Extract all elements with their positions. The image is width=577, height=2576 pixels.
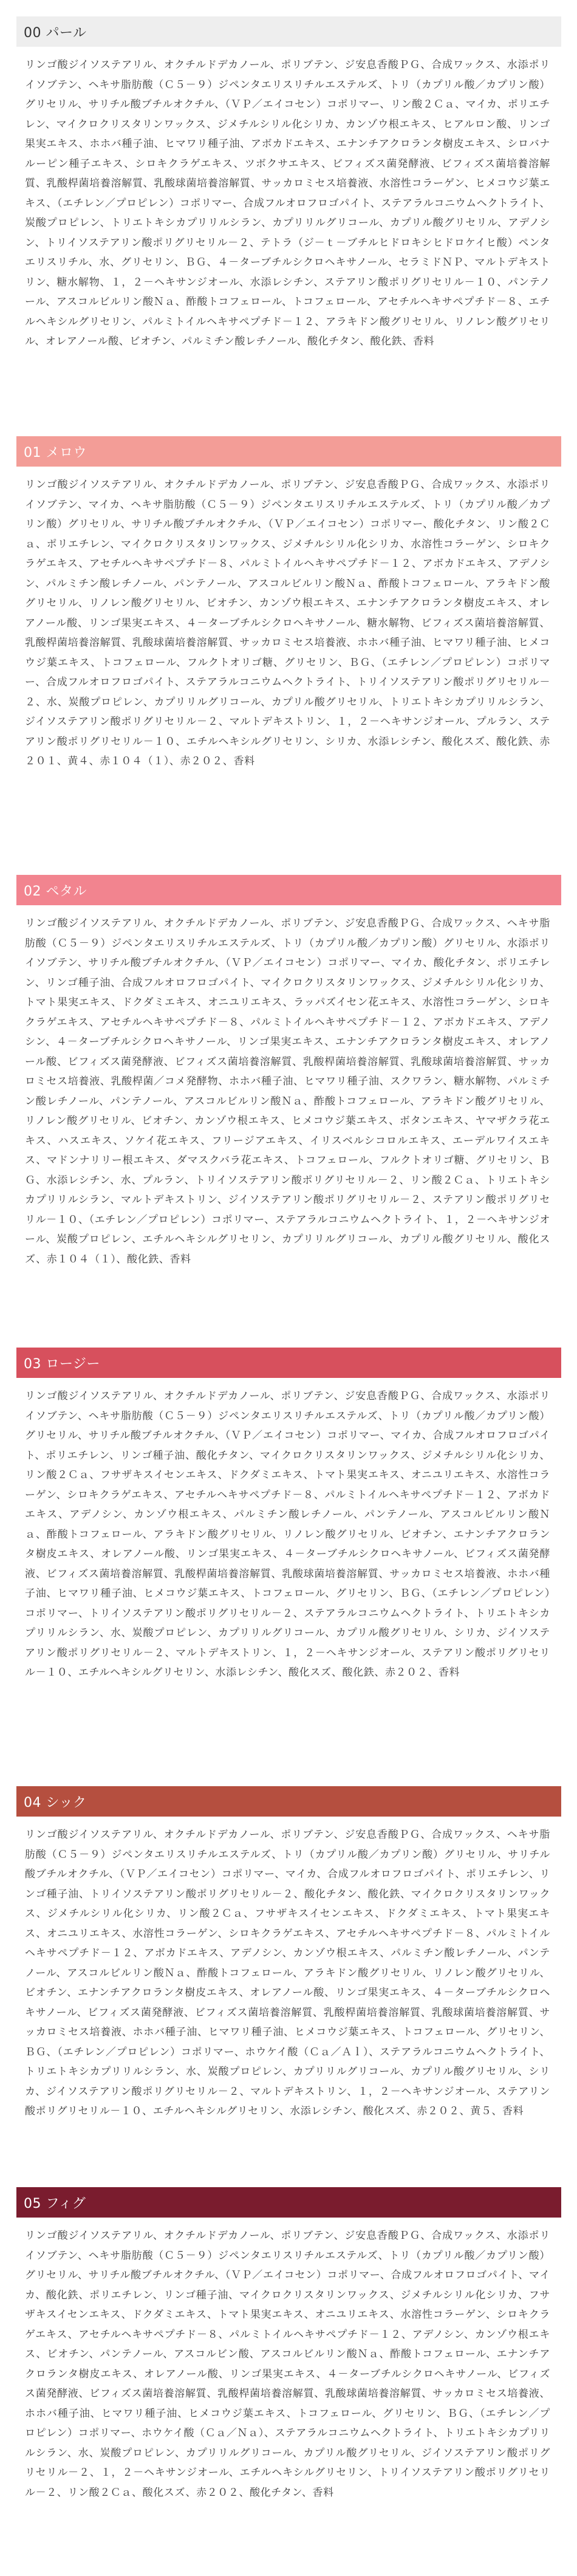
section-title: 00 パール (24, 25, 87, 41)
section-header (16, 2187, 561, 2218)
ingredient-list: リンゴ酸ジイソステアリル、オクチルドデカノール、ポリブテン、ジ安息香酸ＰＧ、合成ワックス、水添ポリイソブテン、マイカ、ヘキサ脂肪酸（Ｃ５－９）ジペンタエリスリチルエステルズ、トリ（カプリル酸／カプリン酸）グリセリル、サリチル酸ブチルオクチル、（ＶＰ／エイコセン）コポリマー、酸化チタン、リン酸２Ｃａ、ポリエチレン、マイクロクリスタリンワックス、ジメチルシリル化シリカ、水溶性コラーゲン、シロキクラゲエキス、アセチルヘキサペプチド－８、パルミトイルヘキサペプチド－１２、アボカドエキス、アデノシン、パルミチン酸レチノール、パンテノール、アスコルビルリン酸Ｎａ、酢酸トコフェロール、アラキドン酸グリセリル、リノレン酸グリセリル、ビオチン、カンゾウ根エキス、エナンチアクロランタ樹皮エキス、オレアノール酸、リンゴ果実エキス、４－ターブチルシクロヘキサノール、糖水解物、ビフィズス菌培養溶解質、乳酸桿菌培養溶解質、乳酸球菌培養溶解質、サッカロミセス培養液、ホホバ種子油、ヒマワリ種子油、ヒメコウジ葉エキス、トコフェロール、フルクトオリゴ糖、グリセリン、ＢＧ、（エチレン／プロピレン）コポリマー、合成フルオロフロゴパイト、ステアラルコニウムヘクトライト、トリイソステアリン酸ポリグリセリル－２、水、炭酸プロピレン、カプリリルグリコール、カプリル酸グリセリル、トリエトキシカプリリルシラン、ジイソステアリン酸ポリグリセリル－２、マルトデキストリン、１，２－ヘキサンジオール、プルラン、ステアリン酸ポリグリセリル－１０、エチルヘキシルグリセリン、シリカ、水添レシチン、酸化スズ、酸化鉄、赤２０１、黄４、赤１０４（１）、赤２０２、香料 (25, 479, 550, 767)
section-header (16, 875, 561, 905)
section-01-mellow (16, 436, 561, 772)
section-header (16, 436, 561, 467)
section-title: 03 ロージー (24, 1356, 101, 1372)
section-title: 02 ペタル (24, 883, 87, 899)
ingredient-list: リンゴ酸ジイソステアリル、オクチルドデカノール、ポリブテン、ジ安息香酸ＰＧ、合成ワックス、ヘキサ脂肪酸（Ｃ５－９）ジペンタエリスリチルエステルズ、トリ（カプリル酸／カプリン酸）グリセリル、水添ポリイソブテン、サリチル酸ブチルオクチル、（ＶＰ／エイコセン）コポリマー、マイカ、酸化チタン、ポリエチレン、リンゴ種子油、合成フルオロフロゴパイト、マイクロクリスタリンワックス、ジメチルシリル化シリカ、トマト果実エキス、ドクダミエキス、オニユリエキス、ラッパズイセン花エキス、水溶性コラーゲン、シロキクラゲエキス、アセチルヘキサペプチド－８、パルミトイルヘキサペプチド－１２、アボカドエキス、アデノシン、４－ターブチルシクロヘキサノール、リンゴ果実エキス、エナンチアクロランタ樹皮エキス、オレアノール酸、ビフィズス菌発酵液、ビフィズス菌培養溶解質、乳酸桿菌培養溶解質、乳酸球菌培養溶解質、サッカロミセス培養液、乳酸桿菌／コメ発酵物、ホホバ種子油、ヒマワリ種子油、スクワラン、糖水解物、パルミチン酸レチノール、パンテノール、アスコルビルリン酸Ｎａ、酢酸トコフェロール、アラキドン酸グリセリル、リノレン酸グリセリル、ビオチン、カンゾウ根エキス、ヒメコウジ葉エキス、ボタンエキス、ヤマザクラ花エキス、ハスエキス、ソケイ花エキス、フリージアエキス、イリスベルシコロルエキス、エーデルワイスエキス、マドンナリリー根エキス、ダマスクバラ花エキス、トコフェロール、フルクトオリゴ糖、グリセリン、ＢＧ、水添レシチン、水、プルラン、トリイソステアリン酸ポリグリセリル－２、リン酸２Ｃａ、トリエトキシカプリリルシラン、マルトデキストリン、ジイソステアリン酸ポリグリセリル－２、ステアリン酸ポリグリセリル－１０、（エチレン／プロピレン）コポリマー、ステアラルコニウムヘクトライト、１，２－ヘキサンジオール、炭酸プロピレン、エチルヘキシルグリセリン、カプリリルグリコール、カプリル酸グリセリル、酸化スズ、赤１０４（１）、酸化鉄、香料 (25, 917, 550, 1266)
section-title: 01 メロウ (24, 445, 87, 461)
section-title: 05 フィグ (24, 2196, 86, 2211)
section-header (16, 1786, 561, 1817)
ingredient-list: リンゴ酸ジイソステアリル、オクチルドデカノール、ポリブテン、ジ安息香酸ＰＧ、合成ワックス、水添ポリイソブテン、ヘキサ脂肪酸（Ｃ５－９）ジペンタエリスリチルエステルズ、トリ（カプリル酸／カプリン酸）グリセリル、サリチル酸ブチルオクチル、（ＶＰ／エイコセン）コポリマー、マイカ、合成フルオロフロゴパイト、ポリエチレン、リンゴ種子油、酸化チタン、マイクロクリスタリンワックス、ジメチルシリル化シリカ、リン酸２Ｃａ、フサザキスイセンエキス、ドクダミエキス、トマト果実エキス、オニユリエキス、水溶性コラーゲン、シロキクラゲエキス、アセチルヘキサペプチド－８、パルミトイルヘキサペプチド－１２、アボカドエキス、アデノシン、カンゾウ根エキス、パルミチン酸レチノール、パンテノール、アスコルビルリン酸Ｎａ、酢酸トコフェロール、アラキドン酸グリセリル、リノレン酸グリセリル、ビオチン、エナンチアクロランタ樹皮エキス、オレアノール酸、リンゴ果実エキス、４－ターブチルシクロヘキサノール、ビフィズス菌発酵液、ビフィズス菌培養溶解質、乳酸桿菌培養溶解質、乳酸球菌培養溶解質、サッカロミセス培養液、ホホバ種子油、ヒマワリ種子油、ヒメコウジ葉エキス、トコフェロール、グリセリン、ＢＧ、（エチレン／プロピレン）コポリマー、トリイソステアリン酸ポリグリセリル－２、ステアラルコニウムヘクトライト、トリエトキシカプリリルシラン、水、炭酸プロピレン、カプリリルグリコール、カプリル酸グリセリル、シリカ、ジイソステアリン酸ポリグリセリル－２、マルトデキストリン、１，２－ヘキサンジオール、ステアリン酸ポリグリセリル－１０、エチルヘキシルグリセリン、水添レシチン、酸化スズ、酸化鉄、赤２０２、香料 (25, 1390, 550, 1679)
section-title: 04 シック (24, 1795, 87, 1810)
section-03-rosy (16, 1348, 561, 1683)
section-02-petal (16, 875, 561, 1269)
section-04-chic (16, 1786, 561, 2122)
section-05-fig (16, 2187, 561, 2502)
ingredient-list: リンゴ酸ジイソステアリル、オクチルドデカノール、ポリブテン、ジ安息香酸ＰＧ、合成ワックス、ヘキサ脂肪酸（Ｃ５－９）ジペンタエリスリチルエステルズ、トリ（カプリル酸／カプリン酸）グリセリル、サリチル酸ブチルオクチル、（ＶＰ／エイコセン）コポリマー、マイカ、合成フルオロフロゴパイト、ポリエチレン、リンゴ種子油、トリイソステアリン酸ポリグリセリル－２、酸化チタン、酸化鉄、マイクロクリスタリンワックス、ジメチルシリル化シリカ、リン酸２Ｃａ、フサザキスイセンエキス、ドクダミエキス、トマト果実エキス、オニユリエキス、水溶性コラーゲン、シロキクラゲエキス、アセチルヘキサペプチド－８、パルミトイルヘキサペプチド－１２、アボカドエキス、アデノシン、カンゾウ根エキス、パルミチン酸レチノール、パンテノール、アスコルビルリン酸Ｎａ、酢酸トコフェロール、アラキドン酸グリセリル、リノレン酸グリセリル、ビオチン、エナンチアクロランタ樹皮エキス、オレアノール酸、リンゴ果実エキス、４－ターブチルシクロヘキサノール、ビフィズス菌発酵液、ビフィズス菌培養溶解質、乳酸桿菌培養溶解質、乳酸球菌培養溶解質、サッカロミセス培養液、ホホバ種子油、ヒマワリ種子油、ヒメコウジ葉エキス、トコフェロール、グリセリン、ＢＧ、（エチレン／プロピレン）コポリマー、ホウケイ酸（Ｃａ／Ａｌ）、ステアラルコニウムヘクトライト、トリエトキシカプリリルシラン、水、炭酸プロピレン、カプリリルグリコール、カプリル酸グリセリル、シリカ、ジイソステアリン酸ポリグリセリル－２、マルトデキストリン、１，２－ヘキサンジオール、ステアリン酸ポリグリセリル－１０、エチルヘキシルグリセリン、水添レシチン、酸化スズ、赤２０２、黄５、香料 (25, 1829, 550, 2117)
section-header (16, 16, 561, 47)
ingredient-list: リンゴ酸ジイソステアリル、オクチルドデカノール、ポリブテン、ジ安息香酸ＰＧ、合成ワックス、水添ポリイソブテン、ヘキサ脂肪酸（Ｃ５－９）ジペンタエリスリチルエステルズ、トリ（カプリル酸／カプリン酸）グリセリル、サリチル酸ブチルオクチル、（ＶＰ／エイコセン）コポリマー、リン酸２Ｃａ、マイカ、ポリエチレン、マイクロクリスタリンワックス、ジメチルシリル化シリカ、カンゾウ根エキス、ヒアルロン酸、リンゴ果実エキス、ホホバ種子油、ヒマワリ種子油、アボカドエキス、エナンチアクロランタ樹皮エキス、シロバナルーピン種子エキス、シロキクラゲエキス、ツボクサエキス、ビフィズス菌発酵液、ビフィズス菌培養溶解質、乳酸桿菌培養溶解質、乳酸球菌培養溶解質、サッカロミセス培養液、水溶性コラーゲン、ヒメコウジ葉エキス、（エチレン／プロピレン）コポリマー、合成フルオロフロゴパイト、ステアラルコニウムヘクトライト、炭酸プロピレン、トリエトキシカプリリルシラン、カプリリルグリコール、カプリル酸グリセリル、アデノシン、トリイソステアリン酸ポリグリセリル－２、テトラ（ジ－ｔ－ブチルヒドロキシヒドロケイヒ酸）ペンタエリスリチル、水、グリセリン、ＢＧ、４－ターブチルシクロヘキサノール、セラミドＮＰ、マルトデキストリン、糖水解物、１，２－ヘキサンジオール、水添レシチン、ステアリン酸ポリグリセリル－１０、パンテノール、アスコルビルリン酸Ｎａ、酢酸トコフェロール、トコフェロール、アセチルヘキサペプチド－８、エチルヘキシルグリセリン、パルミトイルヘキサペプチド－１２、アラキドン酸グリセリル、リノレン酸グリセリル、オレアノール酸、ビオチン、パルミチン酸レチノール、酸化チタン、酸化鉄、香料 (25, 59, 550, 348)
section-header (16, 1348, 561, 1378)
ingredient-list: リンゴ酸ジイソステアリル、オクチルドデカノール、ポリブテン、ジ安息香酸ＰＧ、合成ワックス、水添ポリイソブテン、ヘキサ脂肪酸（Ｃ５－９）ジペンタエリスリチルエステルズ、トリ（カプリル酸／カプリン酸）グリセリル、サリチル酸ブチルオクチル、（ＶＰ／エイコセン）コポリマー、合成フルオロフロゴパイト、マイカ、酸化鉄、ポリエチレン、リンゴ種子油、マイクロクリスタリンワックス、ジメチルシリル化シリカ、フサザキスイセンエキス、ドクダミエキス、トマト果実エキス、オニユリエキス、水溶性コラーゲン、シロキクラゲエキス、アセチルヘキサペプチド－８、パルミトイルヘキサペプチド－１２、アデノシン、カンゾウ根エキス、ビオチン、パンテノール、アスコルビン酸、アスコルビルリン酸Ｎａ、酢酸トコフェロール、エナンチアクロランタ樹皮エキス、オレアノール酸、リンゴ果実エキス、４－ターブチルシクロヘキサノール、ビフィズス菌発酵液、ビフィズス菌培養溶解質、乳酸桿菌培養溶解質、乳酸球菌培養溶解質、サッカロミセス培養液、ホホバ種子油、ヒマワリ種子油、ヒメコウジ葉エキス、トコフェロール、グリセリン、ＢＧ、（エチレン／プロピレン）コポリマー、ホウケイ酸（Ｃａ／Ｎａ）、ステアラルコニウムヘクトライト、トリエトキシカプリリルシラン、水、炭酸プロピレン、カプリリルグリコール、カプリル酸グリセリル、ジイソステアリン酸ポリグリセリル－２、１，２－ヘキサンジオール、エチルヘキシルグリセリン、トリイソステアリン酸ポリグリセリル－２、リン酸２Ｃａ、酸化スズ、赤２０２、酸化チタン、香料 (25, 2230, 550, 2499)
section-00-pearl (16, 16, 561, 352)
